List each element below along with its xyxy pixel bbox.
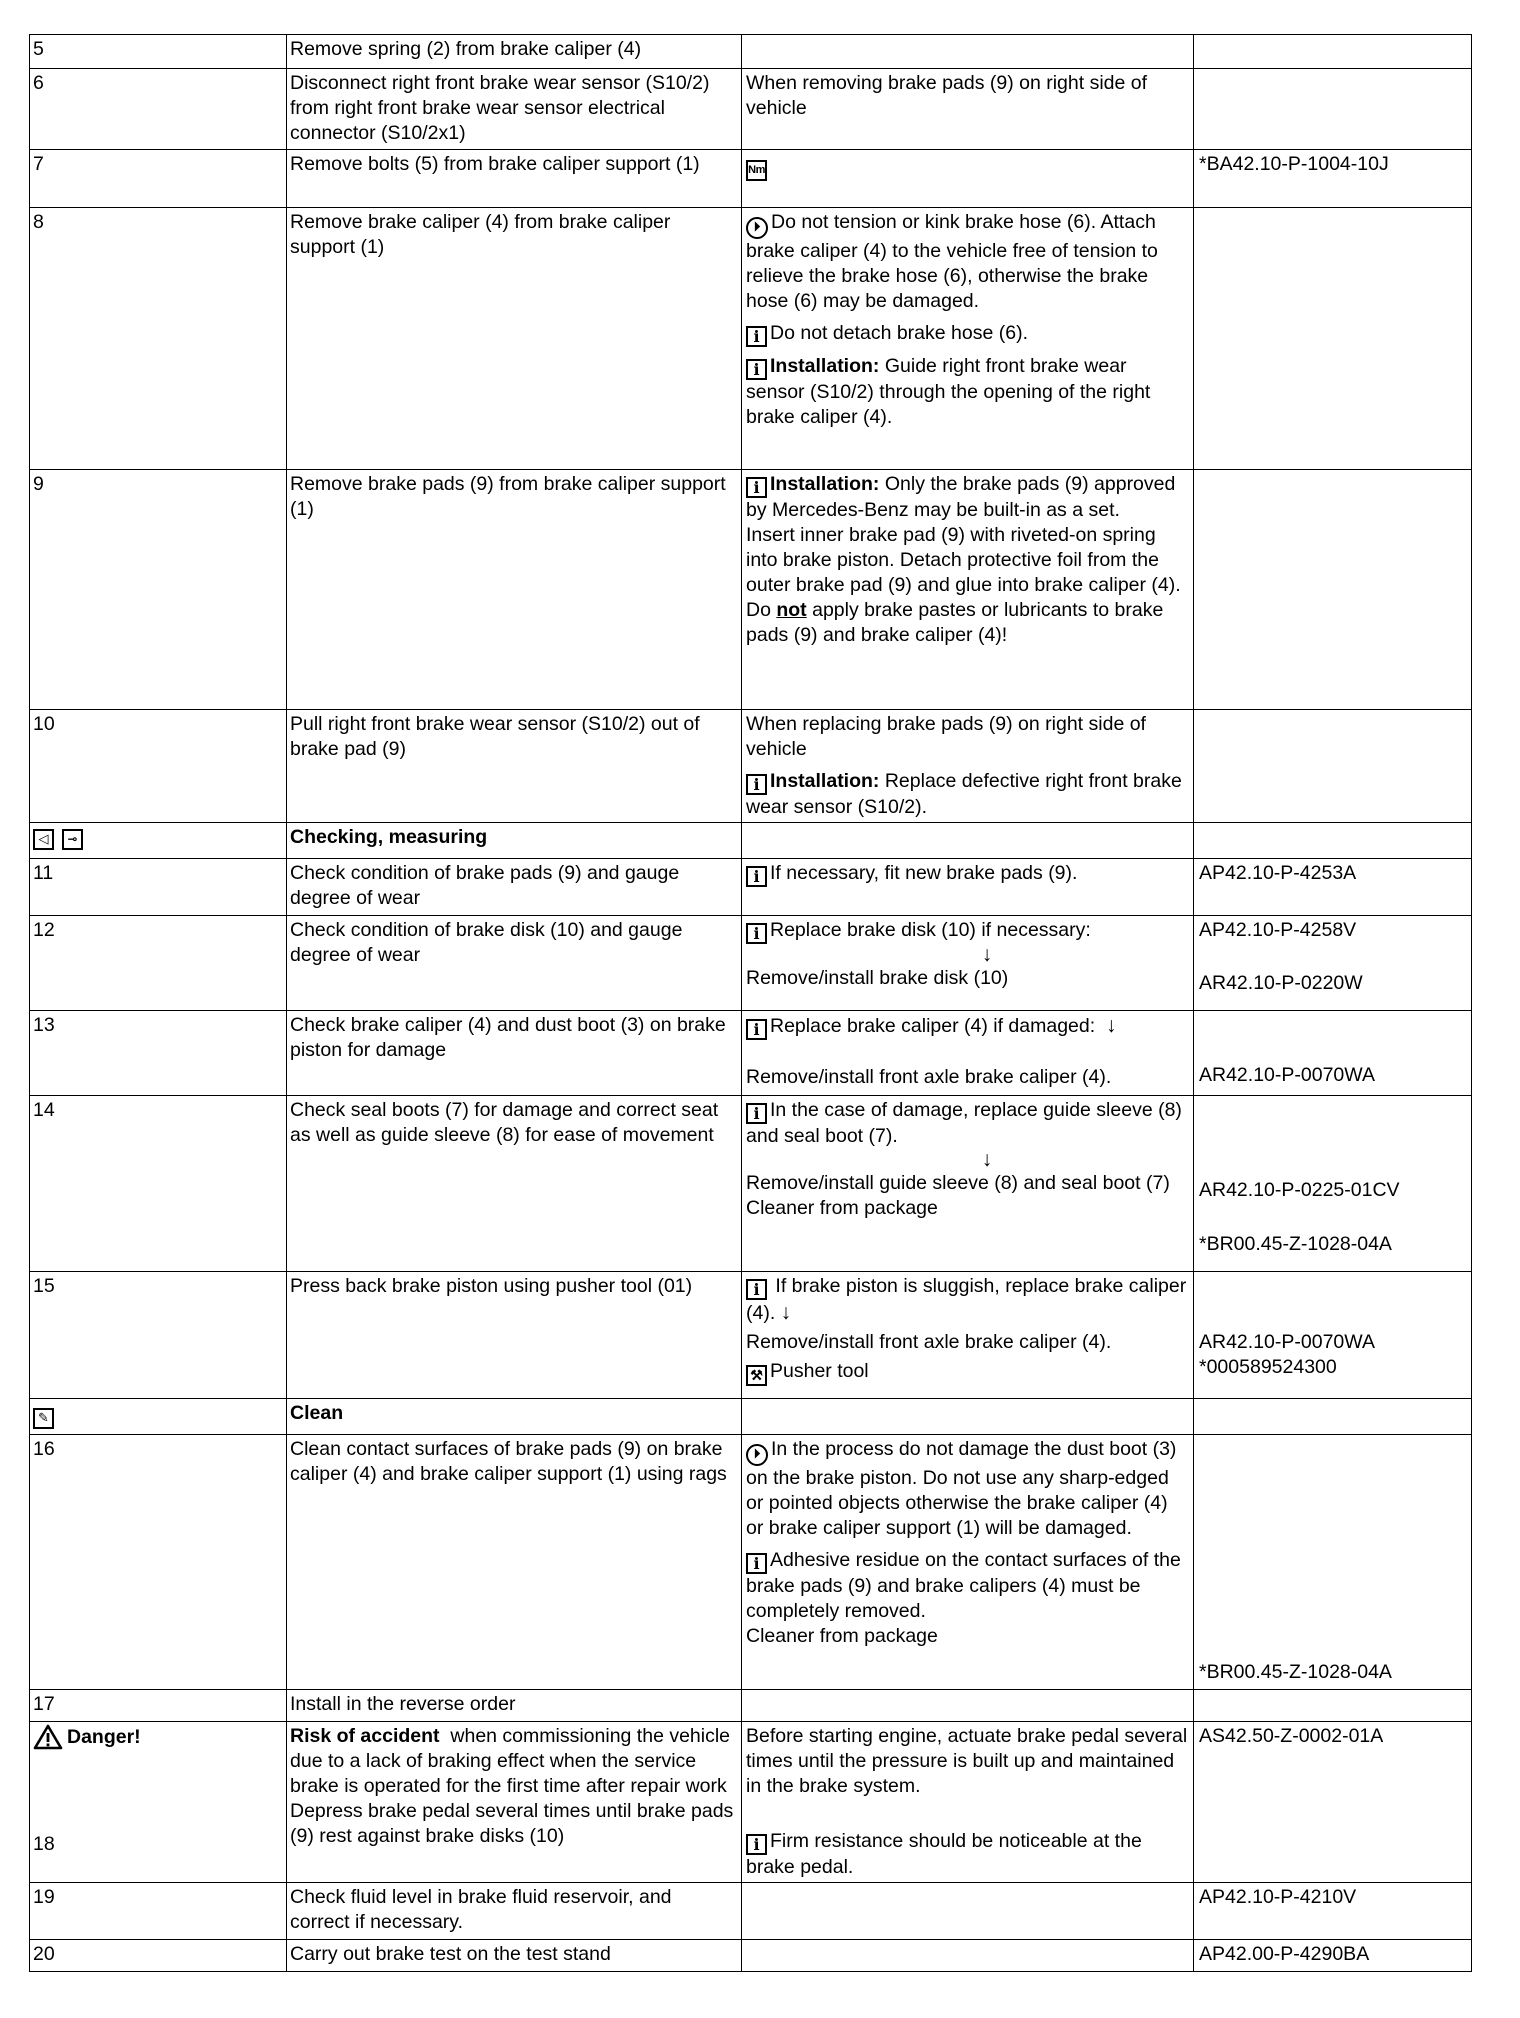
reference-link[interactable]: AR42.10-P-0225-01CV [1199,1179,1400,1201]
clean-icon: ✎ [33,1408,54,1429]
table-row-step-20 [30,1940,1472,1972]
step-reference [1194,916,1472,1011]
step-number: 17 [30,1690,287,1722]
step-action: Carry out brake test on the test stand [287,1940,742,1972]
table-row-step-15 [30,1272,1472,1399]
step-reference [1194,1096,1472,1272]
step-action: Remove spring (2) from brake caliper (4) [287,35,742,69]
step-action: Check condition of brake disk (10) and gauge degree of wear [287,916,742,1011]
step-note [742,1435,1194,1690]
step-note [742,1272,1194,1399]
section-icons [30,823,287,859]
down-arrow-icon: ↓ [981,943,993,966]
step-number: 7 [30,150,287,208]
note-text: Adhesive residue on the contact surfaces of the brake pads (9) and brake calipers (4) must be completely removed. [746,1549,1181,1622]
step-reference [1194,1722,1472,1883]
info-icon: i [746,1103,767,1124]
step-note [742,710,1194,823]
info-icon: i [746,1019,767,1040]
down-arrow-icon: ↓ [780,1301,792,1324]
step-note [742,208,1194,470]
step-note [742,1722,1194,1883]
emphasis-not: not [776,599,807,621]
info-icon: i [746,1279,767,1300]
step-reference [1194,710,1472,823]
step-action: Remove brake pads (9) from brake caliper support (1) [287,470,742,710]
reference-link[interactable]: AS42.50-Z-0002-01A [1199,1725,1384,1747]
note-text: Firm resistance should be noticeable at the brake pedal. [746,1830,1142,1878]
step-note: When removing brake pads (9) on right side of vehicle [742,69,1194,150]
step-number: 13 [30,1011,287,1096]
cross-reference-text: Remove/install front axle brake caliper (4). [746,1066,1112,1088]
step-action-18: Depress brake pedal several times until brake pads (9) rest against brake disks (10) [290,1800,734,1847]
note-text: When replacing brake pads (9) on right side of vehicle [746,713,1146,760]
note-icon: ⏵ [746,1444,768,1466]
step-note [742,823,1194,859]
note-text: In the process do not damage the dust boot (3) on the brake piston. Do not use any sharp-edged or pointed objects otherwise the brake caliper (4) or brake caliper support (1) will be damaged. [746,1438,1177,1539]
table-row-step-5 [30,35,1472,69]
info-icon: i [746,326,767,347]
info-icon: i [746,774,767,795]
table-row-step-8 [30,208,1472,470]
step-number: 8 [30,208,287,470]
step-reference [1194,35,1472,69]
section-title: Clean [287,1399,742,1435]
step-number: 6 [30,69,287,150]
step-note [742,1940,1194,1972]
note-text: In the case of damage, replace guide sleeve (8) and seal boot (7). [746,1099,1182,1147]
note-text: Replace brake caliper (4) if damaged: [770,1015,1096,1037]
step-note [742,35,1194,69]
table-row-step-11 [30,859,1472,916]
step-action: Check brake caliper (4) and dust boot (3) on brake piston for damage [287,1011,742,1096]
inspect-icon: ◁ [33,829,54,850]
note-text: Do [746,599,771,621]
cross-reference-text: Remove/install front axle brake caliper (4). [746,1331,1112,1353]
note-text: apply brake pastes or lubricants to brake pads (9) and brake caliper (4)! [746,599,1164,646]
section-row-clean [30,1399,1472,1435]
table-row-step-7 [30,150,1472,208]
info-icon: i [746,1553,767,1574]
step-number: 16 [30,1435,287,1690]
step-note [742,1399,1194,1435]
info-icon: i [746,866,767,887]
down-arrow-icon: ↓ [981,1148,993,1171]
danger-cell [30,1722,287,1883]
reference-link[interactable]: *BR00.45-Z-1028-04A [1199,1233,1392,1255]
step-reference [1194,208,1472,470]
measure-icon: ⊸ [62,829,83,850]
section-icons [30,1399,287,1435]
info-icon: i [746,477,767,498]
table-row-step-14 [30,1096,1472,1272]
step-number: 18 [33,1833,55,1855]
note-text: If brake piston is sluggish, replace brake caliper (4). [746,1275,1187,1324]
cleaner-text: Cleaner from package [746,1197,938,1219]
note-text: Guide right front brake wear sensor (S10/2) through the opening of the right brake caliper (4). [746,355,1151,428]
step-reference [1194,470,1472,710]
step-action: Disconnect right front brake wear sensor (S10/2) from right front brake wear sensor electrical connector (S10/2x1) [287,69,742,150]
reference-link[interactable]: AR42.10-P-0070WA [1199,1064,1375,1086]
note-text: Only the brake pads (9) approved by Mercedes-Benz may be built-in as a set. [746,473,1176,521]
cross-reference-text: Remove/install brake disk (10) [746,967,1009,989]
note-text: Before starting engine, actuate brake pedal several times until the pressure is built up and maintained in the brake system. [746,1725,1188,1797]
step-note [742,1883,1194,1940]
procedure-table [29,34,1472,1972]
step-note [742,1690,1194,1722]
step-reference [1194,1690,1472,1722]
danger-label: Danger! [67,1725,141,1748]
table-row-step-12 [30,916,1472,1011]
down-arrow-icon: ↓ [1106,1014,1117,1037]
installation-label: Installation: [770,355,880,377]
table-row-step-10 [30,710,1472,823]
tool-icon: ⚒ [746,1365,767,1386]
section-title: Checking, measuring [287,823,742,859]
tool-text: Pusher tool [770,1360,869,1382]
step-note [742,859,1194,916]
table-row-step-6 [30,69,1472,150]
note-text: Insert inner brake pad (9) with riveted-on spring into brake piston. Detach protective foil from the outer brake pad (9) and glue into brake caliper (4). [746,524,1181,596]
installation-label: Installation: [770,770,880,792]
step-reference [1194,1272,1472,1399]
danger-title: Risk of accident [290,1725,440,1747]
reference-link[interactable]: *000589524300 [1199,1356,1337,1378]
step-reference[interactable]: *BA42.10-P-1004-10J [1194,150,1472,208]
cleaner-text: Cleaner from package [746,1625,938,1647]
table-row-step-19 [30,1883,1472,1940]
step-reference[interactable]: AP42.10-P-4210V [1194,1883,1472,1940]
procedure-table-container [29,34,1472,1972]
step-number: 15 [30,1272,287,1399]
step-note [742,1011,1194,1096]
step-action: Install in the reverse order [287,1690,742,1722]
note-text: Replace brake disk (10) if necessary: [770,919,1091,941]
step-number: 20 [30,1940,287,1972]
step-reference[interactable]: AP42.10-P-4253A [1194,859,1472,916]
reference-link[interactable]: AR42.10-P-0220W [1199,972,1363,994]
step-reference [1194,1011,1472,1096]
reference-link[interactable]: AP42.10-P-4258V [1199,919,1357,941]
table-row-step-13 [30,1011,1472,1096]
step-action: Press back brake piston using pusher tool (01) [287,1272,742,1399]
torque-nm-icon: Nm [746,160,767,181]
section-row-checking [30,823,1472,859]
reference-link[interactable]: AR42.10-P-0070WA [1199,1331,1375,1353]
step-number: 14 [30,1096,287,1272]
step-action: Pull right front brake wear sensor (S10/2) out of brake pad (9) [287,710,742,823]
step-action: Check condition of brake pads (9) and gauge degree of wear [287,859,742,916]
step-action [287,1722,742,1883]
step-action: Remove bolts (5) from brake caliper support (1) [287,150,742,208]
step-number: 5 [30,35,287,69]
step-reference[interactable]: AP42.00-P-4290BA [1194,1940,1472,1972]
note-text: Replace defective right front brake wear sensor (S10/2). [746,770,1182,818]
info-icon: i [746,923,767,944]
step-action: Check seal boots (7) for damage and correct seat as well as guide sleeve (8) for ease of movement [287,1096,742,1272]
step-action: Clean contact surfaces of brake pads (9) on brake caliper (4) and brake caliper support (1) using rags [287,1435,742,1690]
warning-triangle-icon [33,1724,63,1750]
info-icon: i [746,359,767,380]
step-note [742,470,1194,710]
step-action: Remove brake caliper (4) from brake caliper support (1) [287,208,742,470]
step-note [742,1096,1194,1272]
step-number: 12 [30,916,287,1011]
table-row-step-9 [30,470,1472,710]
cross-reference-text: Remove/install guide sleeve (8) and seal boot (7) [746,1172,1170,1194]
note-text: If necessary, fit new brake pads (9). [770,862,1078,884]
step-number: 10 [30,710,287,823]
note-icon: ⏵ [746,217,768,239]
info-icon: i [746,1834,767,1855]
step-note [742,916,1194,1011]
table-row-step-16 [30,1435,1472,1690]
note-text: Do not detach brake hose (6). [770,322,1028,344]
note-text: Do not tension or kink brake hose (6). Attach brake caliper (4) to the vehicle free of tension to relieve the brake hose (6), otherwise the brake hose (6) may be damaged. [746,211,1158,312]
step-number: 11 [30,859,287,916]
table-row-step-17 [30,1690,1472,1722]
step-reference [1194,823,1472,859]
step-number: 9 [30,470,287,710]
reference-link[interactable]: *BR00.45-Z-1028-04A [1199,1661,1392,1683]
danger-text: when commissioning the vehicle due to a lack of braking effect when the service brake is operated for the first time after repair work [290,1725,731,1797]
step-number: 19 [30,1883,287,1940]
table-row-danger [30,1722,1472,1883]
step-note [742,150,1194,208]
installation-label: Installation: [770,473,880,495]
step-action: Check fluid level in brake fluid reservoir, and correct if necessary. [287,1883,742,1940]
step-reference [1194,1399,1472,1435]
step-reference [1194,69,1472,150]
step-reference [1194,1435,1472,1690]
